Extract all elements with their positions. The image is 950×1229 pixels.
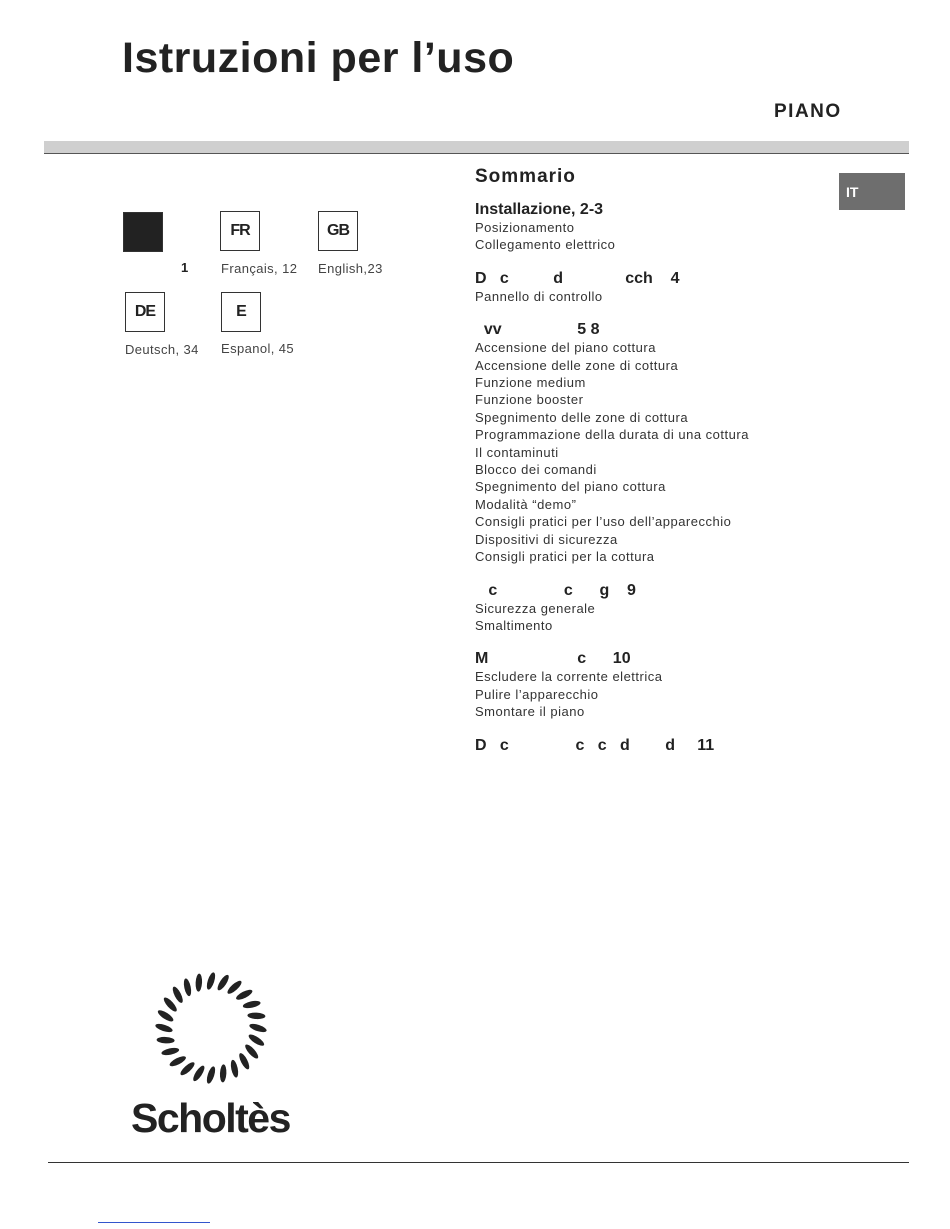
toc-item[interactable]: Smontare il piano bbox=[475, 704, 585, 720]
header-band bbox=[44, 141, 909, 154]
footer-divider bbox=[48, 1162, 909, 1163]
language-caption-french: Français, 12 bbox=[221, 261, 298, 276]
language-box-french[interactable]: FR bbox=[220, 211, 260, 251]
language-caption-german: Deutsch, 34 bbox=[125, 342, 199, 357]
sun-petal bbox=[161, 1046, 180, 1056]
toc-item[interactable]: Blocco dei comandi bbox=[475, 462, 597, 478]
sun-petal bbox=[156, 1036, 174, 1043]
toc-item[interactable]: Programmazione della durata di una cottura bbox=[475, 427, 749, 443]
sun-petal bbox=[191, 1064, 206, 1083]
sun-petal bbox=[156, 1008, 175, 1023]
toc-title: Sommario bbox=[475, 166, 576, 187]
toc-item[interactable]: Dispositivi di sicurezza bbox=[475, 531, 618, 547]
sun-petal bbox=[242, 999, 261, 1009]
sun-petal bbox=[154, 1022, 173, 1034]
sun-petal bbox=[205, 971, 217, 990]
toc-item[interactable]: Consigli pratici per la cottura bbox=[475, 549, 655, 565]
language-caption-english: English,23 bbox=[318, 261, 383, 276]
sun-petal bbox=[195, 973, 202, 991]
language-box-german[interactable]: DE bbox=[125, 292, 165, 332]
toc-item[interactable]: Funzione medium bbox=[475, 375, 586, 391]
toc-heading[interactable]: D c c c d d 11 bbox=[475, 736, 715, 754]
toc-item[interactable]: Escludere la corrente elettrica bbox=[475, 669, 663, 685]
toc-item[interactable]: Accensione del piano cottura bbox=[475, 340, 656, 356]
sun-petal bbox=[168, 1054, 187, 1068]
language-tab: IT bbox=[839, 173, 905, 210]
toc-item[interactable]: Modalità “demo” bbox=[475, 496, 577, 512]
language-caption-italian: 1 bbox=[181, 260, 189, 275]
toc-section-maintenance bbox=[475, 649, 835, 720]
sun-petal bbox=[229, 1059, 239, 1078]
sun-petal bbox=[247, 1012, 265, 1019]
product-type: PIANO bbox=[774, 101, 842, 122]
toc-item[interactable]: Pannello di controllo bbox=[475, 288, 603, 304]
language-caption-spanish: Espanol, 45 bbox=[221, 341, 295, 356]
toc-item[interactable]: Collegamento elettrico bbox=[475, 237, 616, 253]
toc-item[interactable]: Sicurezza generale bbox=[475, 600, 596, 616]
toc-item[interactable]: Accensione delle zone di cottura bbox=[475, 357, 679, 373]
brand-logo: Scholtès bbox=[131, 1095, 290, 1141]
toc-item[interactable]: Pulire l’apparecchio bbox=[475, 686, 599, 702]
toc-section-installation bbox=[475, 200, 835, 254]
toc-heading[interactable]: M c 10 bbox=[475, 650, 631, 668]
sun-petal bbox=[205, 1065, 217, 1084]
toc-heading[interactable]: vv 5 8 bbox=[475, 321, 600, 339]
toc-section-safety bbox=[475, 581, 835, 635]
toc-item[interactable]: Consigli pratici per l’uso dell’apparecchio bbox=[475, 514, 732, 530]
language-box-spanish[interactable]: E bbox=[221, 292, 261, 332]
toc-item[interactable]: Funzione booster bbox=[475, 392, 584, 408]
toc-section-troubleshooting bbox=[475, 736, 835, 755]
sun-petal bbox=[182, 978, 192, 997]
toc-item[interactable]: Posizionamento bbox=[475, 220, 575, 235]
sun-petal bbox=[237, 1052, 251, 1071]
toc-heading[interactable]: Installazione, 2-3 bbox=[475, 201, 604, 218]
sun-petal bbox=[235, 988, 254, 1002]
table-of-contents bbox=[475, 166, 835, 770]
sun-petal bbox=[219, 1064, 226, 1082]
sun-petal bbox=[248, 1022, 267, 1034]
toc-item[interactable]: Il contaminuti bbox=[475, 444, 559, 460]
language-box-english[interactable]: GB bbox=[318, 211, 358, 251]
toc-section-usage bbox=[475, 320, 835, 565]
toc-item[interactable]: Spegnimento del piano cottura bbox=[475, 479, 666, 495]
sun-petal bbox=[216, 973, 231, 992]
toc-section-description bbox=[475, 269, 835, 305]
toc-item[interactable]: Smaltimento bbox=[475, 617, 553, 633]
toc-heading[interactable]: c c g 9 bbox=[475, 581, 636, 599]
sun-petal bbox=[247, 1033, 266, 1048]
toc-heading[interactable]: D c d cch 4 bbox=[475, 269, 680, 287]
footer-link-underline bbox=[98, 1222, 210, 1223]
sun-petal bbox=[171, 985, 185, 1004]
page-title: Istruzioni per l’uso bbox=[122, 34, 515, 82]
toc-item[interactable]: Spegnimento delle zone di cottura bbox=[475, 409, 689, 425]
language-box-italian[interactable] bbox=[123, 212, 163, 252]
